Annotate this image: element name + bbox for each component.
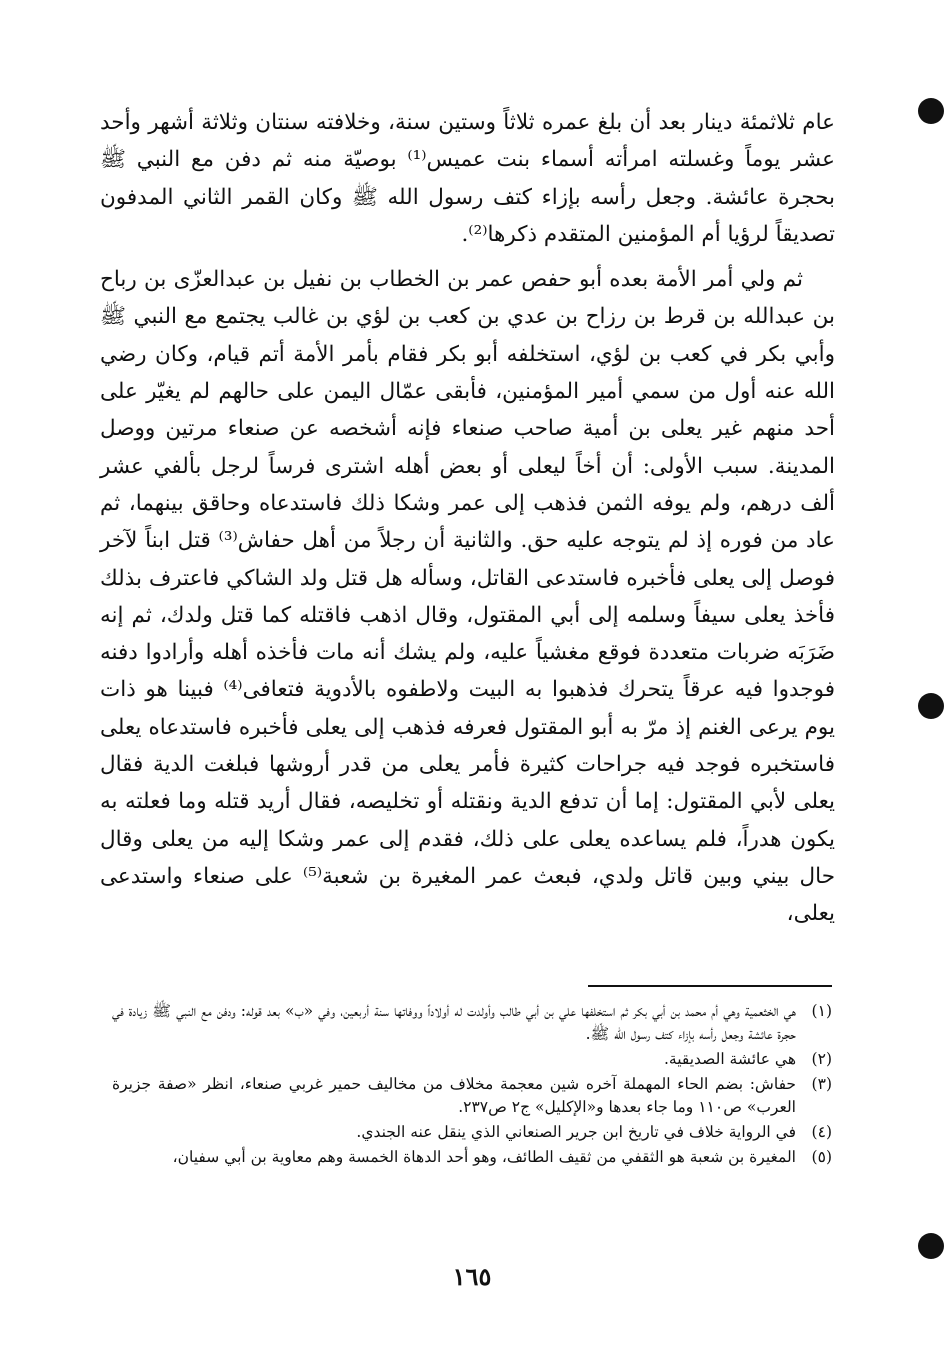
footnote-text: المغيرة بن شعبة هو الثقفي من ثقيف الطائف، وهو أحد الدهاة الخمسة وهم معاوية بن أبي سفيان،	[172, 1148, 796, 1166]
margin-dot-icon	[918, 1233, 944, 1259]
footnote-text: حفاش: بضم الحاء المهملة آخره شين معجمة مخلاف من مخاليف حمير غربي صنعاء، انظر «صفة جزيرة العرب» ص١١٠ وما جاء بعدها و«الإكليل» ج٢ ص٢٣٧.	[112, 1075, 796, 1116]
footnote-number: (٥)	[811, 1148, 832, 1166]
footnote-number: (٣)	[811, 1075, 832, 1093]
paragraph-1: عام ثلاثمئة دينار بعد أن بلغ عمره ثلاثاً وستين سنة، وخلافته سنتان وثلاثة أشهر وأحد عشر يوماً وغسلته امرأته أسماء بنت عميس⁽¹⁾ بوصيّة منه ثم دفن مع النبي ﷺ بحجرة عائشة. وجعل رأسه بإزاء كتف رسول الله ﷺ وكان القمر الثاني المدفون تصديقاً لرؤيا أم المؤمنين المتقدم ذكرها⁽²⁾.	[100, 110, 835, 247]
footnote	[112, 1121, 832, 1144]
margin-dot-icon	[918, 98, 944, 124]
footnote-number: (١)	[811, 1002, 832, 1020]
footnote-number: (٢)	[811, 1050, 832, 1068]
page-number: ١٦٥	[452, 1262, 492, 1291]
footnote	[112, 1000, 832, 1046]
footnote	[112, 1048, 832, 1071]
footnote-text: هي عائشة الصديقية.	[663, 1050, 796, 1068]
margin-dot-icon	[918, 693, 944, 719]
footnote	[112, 1073, 832, 1119]
footnote-number: (٤)	[811, 1123, 832, 1141]
footnote-text: هي الخثعمية وهي أم محمد بن أبي بكر ثم استخلفها علي بن أبي طالب وأولدت له أولاداً ووفاتها سنة أربعين، وفي «ب» بعد قوله: ودفن مع النبي ﷺ زيادة في حجرة عائشة وجعل رأسه بإزاء كتف رسول الله ﷺ.	[112, 1002, 796, 1043]
footnote-separator	[588, 985, 832, 987]
footnote-text: في الرواية خلاف في تاريخ ابن جرير الصنعاني الذي ينقل عنه الجندي.	[356, 1123, 796, 1141]
footnotes	[112, 1000, 832, 1171]
main-text	[100, 104, 835, 933]
paragraph-2: ثم ولي أمر الأمة بعده أبو حفص عمر بن الخطاب بن نفيل بن عبدالعزّى بن رباح بن عبدالله بن قرط بن رزاح بن عدي بن كعب بن لؤي بن غالب يجتمع مع النبي ﷺ وأبي بكر في كعب بن لؤي، استخلفه أبو بكر فقام بأمر الأمة أتم قيام، وكان رضي الله عنه أول من سمي أمير المؤمنين، فأبقى عمّال اليمن على حالهم لم يغيّر على أحد منهم غير يعلى بن أمية صاحب صنعاء فإنه أشخصه عن صنعاء مرتين ووصل المدينة. سبب الأولى: أن أخاً ليعلى أو بعض أهله اشترى فرساً لرجل بألفي عشر ألف درهم، ولم يوفه الثمن فذهب إلى عمر وشكا ذلك فاستدعاه وحاقق بينهما، ثم عاد من فوره إذ لم يتوجه عليه حق. والثانية أن رجلاً من أهل حفاش⁽³⁾ قتل ابناً لآخر فوصل إلى يعلى فأخبره فاستدعى القاتل، وسأله هل قتل ولد الشاكي فاعترف بذلك فأخذ يعلى سيفاً وسلمه إلى أبي المقتول، وقال اذهب فاقتله كما قتل ولدك، ثم إنه ضَرَبَه ضربات متعددة فوقع مغشياً عليه، ولم يشك أنه مات فأخذه أهله وأرادوا دفنه فوجدوا فيه عرقاً يتحرك فذهبوا به البيت ولاطفوه بالأدوية فتعافى⁽⁴⁾ فبينا هو ذات يوم يرعى الغنم إذ مرّ به أبو المقتول فعرفه فذهب إلى يعلى فأخبره فاستدعاه يعلى فاستخبره فوجد فيه جراحات كثيرة فأمر يعلى من قدر أروشها فبلغت الدية فقال يعلى لأبي المقتول: إما أن تدفع الدية ونقتله أو تخليصه، فقال أريد قتله وما فعلته به يكون هدراً، فلم يساعده يعلى على ذلك، فقدم إلى عمر وشكا إليه من يعلى وقال حال بيني وبين قاتل ولدي، فبعث عمر المغيرة بن شعبة⁽⁵⁾ على صنعاء واستدعى يعلى،	[100, 267, 835, 927]
footnote	[112, 1146, 832, 1169]
